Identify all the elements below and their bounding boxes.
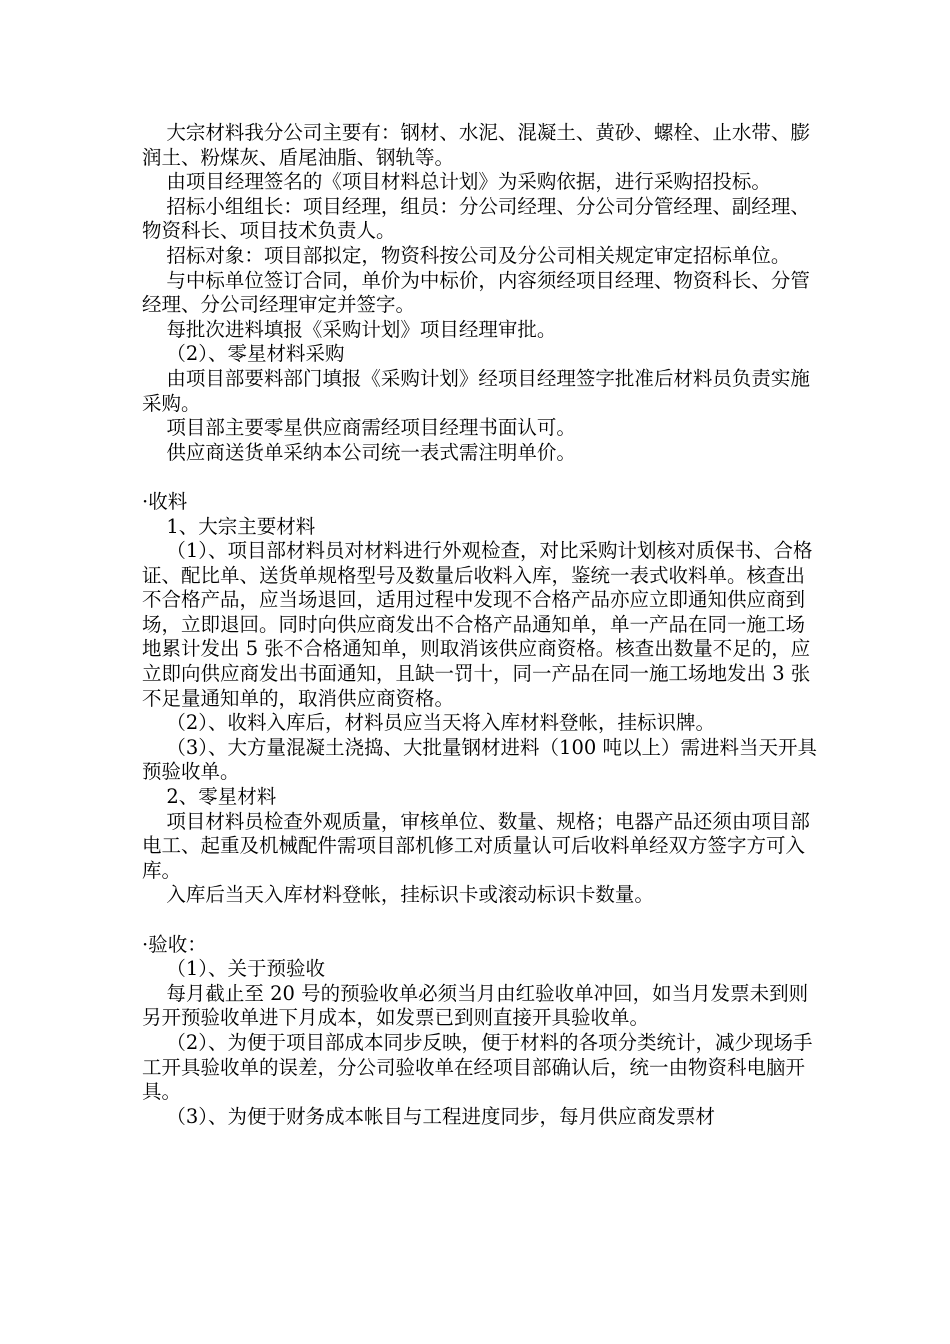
paragraph: 大宗材料我分公司主要有：钢材、水泥、混凝土、黄砂、螺栓、止水带、膨润土、粉煤灰、盾尾油脂、钢轨等。 [142,121,810,169]
paragraph: 每批次进料填报《采购计划》项目经理审批。 [166,317,557,341]
acceptance-section [142,933,822,1130]
blank-line [142,908,822,933]
subheading: （1）、关于预验收 [166,957,326,981]
paragraph: 项目部主要零星供应商需经项目经理书面认可。 [166,416,576,440]
paragraph: 入库后当天入库材料登帐，挂标识卡或滚动标识卡数量。 [166,883,654,907]
paragraph: 由项目部要料部门填报《采购计划》经项目经理签字批准后材料员负责实施采购。 [142,366,810,415]
paragraph: （3）、大方量混凝土浇捣、大批量钢材进料（100 吨以上）需进料当天开具预验收单。 [142,735,817,784]
paragraph: 每月截止至 20 号的预验收单必须当月由红验收单冲回，如当月发票未到则另开预验收单进下月成本，如发票已到则直接开具验收单。 [142,981,809,1030]
subheading: 2、零星材料 [166,785,277,809]
section-heading: ·收料 [142,489,188,513]
paragraph: （3）、为便于财务成本帐目与工程进度同步，每月供应商发票材 [166,1104,716,1128]
document-page [142,121,822,1129]
subheading: 1、大宗主要材料 [166,514,316,538]
paragraph: 项目材料员检查外观质量，审核单位、数量、规格；电器产品还须由项目部电工、起重及机械配件需项目部机修工对质量认可后收料单经双方签字方可入库。 [142,809,810,882]
paragraph: 供应商送货单采纳本公司统一表式需注明单价。 [166,440,576,464]
subheading: （2）、零星材料采购 [166,342,345,366]
paragraph: 由项目经理签名的《项目材料总计划》为采购依据，进行采购招投标。 [166,170,771,194]
section-heading: ·验收： [142,932,207,956]
procurement-section [142,121,822,465]
blank-line [142,465,822,490]
paragraph: （2）、收料入库后，材料员应当天将入库材料登帐，挂标识牌。 [166,711,716,735]
paragraph: 招标小组组长：项目经理，组员：分公司经理、分公司分管经理、副经理、物资科长、项目技术负责人。 [142,194,810,243]
paragraph: （2）、为便于项目部成本同步反映，便于材料的各项分类统计，减少现场手工开具验收单的误差，分公司验收单在经项目部确认后，统一由物资科电脑开具。 [142,1030,813,1104]
receiving-section [142,490,822,908]
paragraph: （1）、项目部材料员对材料进行外观检查，对比采购计划核对质保书、合格证、配比单、送货单规格型号及数量后收料入库，鉴统一表式收料单。核查出不合格产品，应当场退回，适用过程中发现不合格产品亦应立即通知供应商到场，立即退回。同时向供应商发出不合格产品通知单，单一产品在同一施工场地累计发出 5 张不合格通知单，则取消该供应商资格。核查出数量不足的，应立即向供应商发出书面通知，且缺一罚十，同一产品在同一施工场地发出 3 张不足量通知单的，取消供应商资格。 [142,539,813,710]
paragraph: 与中标单位签订合同，单价为中标价，内容须经项目经理、物资科长、分管经理、分公司经理审定并签字。 [142,268,810,317]
paragraph: 招标对象：项目部拟定，物资科按公司及分公司相关规定审定招标单位。 [166,243,791,267]
